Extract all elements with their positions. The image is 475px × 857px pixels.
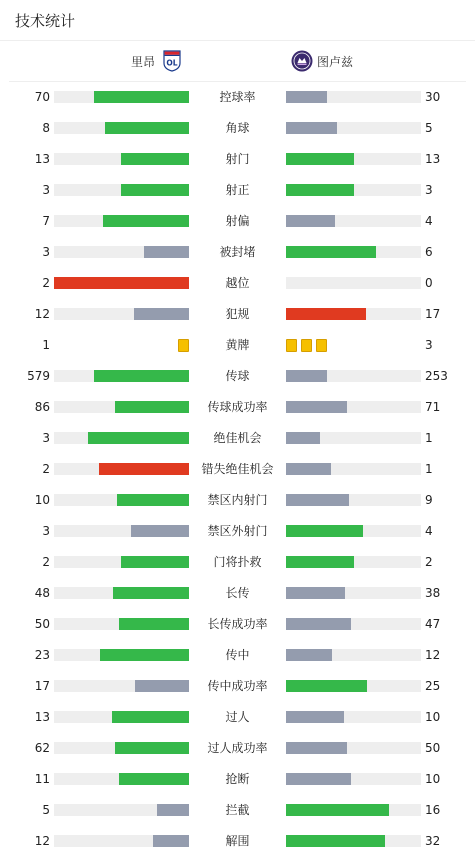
home-bar-track [54,122,189,134]
home-value: 62 [34,741,50,755]
stat-row [0,764,475,795]
away-bar-track [286,184,421,196]
away-bar-track [286,773,421,785]
home-bar-fill [105,122,189,134]
away-bar-fill [286,618,351,630]
stat-label: 射正 [225,183,250,197]
stat-label: 角球 [225,121,250,135]
away-value: 32 [425,834,441,848]
home-value: 70 [34,90,50,104]
home-yellow-cards [178,339,189,352]
stat-row [0,609,475,640]
away-value: 30 [425,90,441,104]
stat-row [0,361,475,392]
away-value: 10 [425,772,441,786]
away-bar-fill [286,246,376,258]
away-value: 4 [425,214,433,228]
home-bar-fill [117,494,189,506]
home-value: 579 [27,369,50,383]
home-bar-fill [115,742,189,754]
home-bar-fill [153,835,189,847]
stat-label: 拦截 [225,803,250,817]
home-bar-fill [119,773,189,785]
away-bar-track [286,835,421,847]
home-value: 2 [42,555,50,569]
away-value: 13 [425,152,441,166]
yellow-card-icon [316,339,327,352]
away-bar-track [286,680,421,692]
home-bar-track [54,525,189,537]
stat-row [0,516,475,547]
home-value: 48 [34,586,50,600]
home-bar-track [54,618,189,630]
away-value: 50 [425,741,441,755]
stat-label: 射门 [225,152,250,166]
stat-row [0,82,475,113]
away-bar-track [286,432,421,444]
away-bar-fill [286,432,320,444]
away-bar-track [286,122,421,134]
stat-label: 长传成功率 [207,617,268,631]
away-bar-track [286,494,421,506]
stat-row [0,330,475,361]
away-bar-track [286,308,421,320]
away-value: 0 [425,276,433,290]
home-bar-track [54,370,189,382]
away-value: 3 [425,338,433,352]
away-bar-fill [286,401,347,413]
away-value: 12 [425,648,441,662]
stat-label: 传球 [225,369,250,383]
home-bar-track [54,91,189,103]
home-bar-track [54,494,189,506]
away-bar-fill [286,587,345,599]
away-bar-fill [286,711,344,723]
header [0,0,475,41]
home-bar-fill [112,711,189,723]
home-team-name: 里昂 [130,54,155,69]
home-value: 13 [34,710,50,724]
stat-label: 门将扑救 [213,555,262,569]
stat-row [0,671,475,702]
stat-label: 传球成功率 [207,400,268,414]
away-bar-fill [286,742,347,754]
home-bar-track [54,711,189,723]
lyon-crest-icon [161,50,183,72]
stat-row [0,640,475,671]
home-value: 1 [42,338,50,352]
stat-row [0,392,475,423]
stat-label: 长传 [225,586,250,600]
home-bar-fill [121,556,189,568]
home-bar-track [54,835,189,847]
stat-label: 错失绝佳机会 [201,462,274,476]
stat-row [0,547,475,578]
away-value: 10 [425,710,441,724]
home-bar-track [54,246,189,258]
stat-label: 传中 [225,648,250,662]
home-value: 8 [42,121,50,135]
stat-label: 射偏 [225,214,250,228]
away-bar-fill [286,835,385,847]
home-value: 7 [42,214,50,228]
stat-row [0,702,475,733]
home-value: 12 [34,307,50,321]
away-bar-fill [286,308,366,320]
home-bar-track [54,773,189,785]
home-value: 11 [34,772,50,786]
home-value: 86 [34,400,50,414]
home-bar-track [54,401,189,413]
home-value: 3 [42,524,50,538]
home-bar-track [54,587,189,599]
away-bar-track [286,618,421,630]
home-value: 12 [34,834,50,848]
away-yellow-cards [286,339,327,352]
stat-label: 抢断 [225,772,250,786]
home-bar-track [54,184,189,196]
stat-row [0,795,475,826]
yellow-card-icon [178,339,189,352]
home-bar-track [54,742,189,754]
away-bar-track [286,401,421,413]
away-bar-track [286,246,421,258]
home-bar-fill [135,680,189,692]
home-bar-track [54,680,189,692]
home-bar-fill [131,525,189,537]
away-bar-track [286,215,421,227]
yellow-card-icon [301,339,312,352]
away-bar-track [286,91,421,103]
away-value: 16 [425,803,441,817]
home-bar-fill [121,153,189,165]
stat-label: 禁区内射门 [207,493,268,507]
away-bar-fill [286,494,349,506]
stat-label: 越位 [225,276,250,290]
home-bar-track [54,215,189,227]
home-team[interactable] [131,50,183,72]
away-value: 25 [425,679,441,693]
teams-header [9,41,466,82]
stat-label: 犯规 [225,307,250,321]
stat-row [0,578,475,609]
stat-row [0,485,475,516]
away-value: 253 [425,369,448,383]
stat-row [0,454,475,485]
away-value: 5 [425,121,433,135]
home-value: 23 [34,648,50,662]
home-bar-track [54,308,189,320]
away-bar-fill [286,804,389,816]
home-value: 3 [42,245,50,259]
away-value: 4 [425,524,433,538]
away-bar-fill [286,370,327,382]
away-bar-track [286,804,421,816]
home-value: 3 [42,431,50,445]
stat-label: 禁区外射门 [207,524,268,538]
away-value: 1 [425,431,433,445]
stat-label: 绝佳机会 [213,431,262,445]
home-bar-track [54,153,189,165]
home-bar-track [54,649,189,661]
away-value: 9 [425,493,433,507]
toulouse-crest-icon [291,50,313,72]
home-bar-fill [157,804,189,816]
stat-row [0,733,475,764]
home-value: 5 [42,803,50,817]
stat-label: 传中成功率 [207,679,268,693]
away-bar-fill [286,525,363,537]
stat-label: 解围 [225,834,250,848]
home-value: 2 [42,462,50,476]
home-bar-fill [94,370,189,382]
away-bar-fill [286,649,332,661]
away-bar-fill [286,773,351,785]
home-value: 13 [34,152,50,166]
away-team[interactable] [291,50,353,72]
home-bar-fill [103,215,189,227]
home-bar-track [54,432,189,444]
away-bar-fill [286,184,354,196]
away-bar-fill [286,680,367,692]
home-value: 2 [42,276,50,290]
stat-row [0,826,475,857]
away-bar-fill [286,91,327,103]
home-bar-fill [119,618,189,630]
home-bar-track [54,556,189,568]
away-bar-track [286,649,421,661]
stat-label: 黄牌 [225,338,250,352]
stat-label: 控球率 [219,90,256,104]
home-bar-fill [99,463,189,475]
away-value: 17 [425,307,441,321]
home-bar-fill [100,649,189,661]
stat-label: 过人成功率 [207,741,268,755]
home-bar-fill [113,587,189,599]
home-bar-track [54,277,189,289]
stat-row [0,423,475,454]
home-bar-fill [88,432,189,444]
away-value: 1 [425,462,433,476]
away-bar-track [286,525,421,537]
away-bar-track [286,742,421,754]
away-bar-fill [286,556,354,568]
stat-row [0,237,475,268]
away-value: 71 [425,400,441,414]
home-bar-fill [121,184,189,196]
away-bar-track [286,277,421,289]
away-bar-track [286,370,421,382]
stat-row [0,175,475,206]
home-bar-fill [54,277,189,289]
away-bar-track [286,463,421,475]
stat-label: 过人 [225,710,250,724]
away-bar-track [286,711,421,723]
away-bar-track [286,153,421,165]
stat-row [0,299,475,330]
away-bar-fill [286,215,335,227]
home-value: 50 [34,617,50,631]
away-team-name: 图卢兹 [317,54,354,69]
away-bar-track [286,556,421,568]
home-bar-fill [94,91,189,103]
away-value: 3 [425,183,433,197]
away-bar-track [286,587,421,599]
away-bar-fill [286,463,331,475]
away-value: 47 [425,617,441,631]
home-bar-track [54,463,189,475]
home-value: 3 [42,183,50,197]
home-value: 17 [34,679,50,693]
away-bar-fill [286,122,337,134]
home-bar-fill [134,308,189,320]
away-value: 38 [425,586,441,600]
away-value: 2 [425,555,433,569]
stat-row [0,268,475,299]
stat-label: 被封堵 [219,245,256,259]
away-value: 6 [425,245,433,259]
page-title: 技术统计 [15,12,76,30]
home-bar-fill [144,246,189,258]
home-bar-track [54,804,189,816]
svg-text:OL: OL [166,58,178,68]
stat-row [0,206,475,237]
stat-row [0,113,475,144]
away-bar-fill [286,153,354,165]
yellow-card-icon [286,339,297,352]
stat-row [0,144,475,175]
home-value: 10 [34,493,50,507]
home-bar-fill [115,401,189,413]
